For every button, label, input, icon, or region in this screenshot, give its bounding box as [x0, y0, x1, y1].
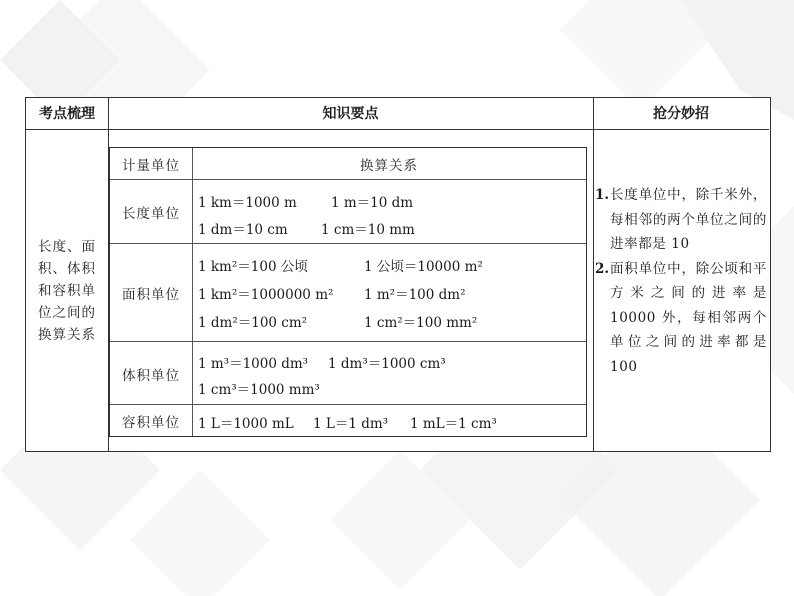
unit-type-label: 容积单位 [122, 414, 180, 431]
conversion-formula: 1 km＝1000 m [198, 195, 297, 211]
header-knowledge: 知识要点 [108, 98, 593, 130]
conversion-formula: 1 mL＝1 cm³ [410, 416, 497, 432]
tip-item [595, 183, 767, 257]
unit-type-label: 长度单位 [122, 206, 180, 222]
conversion-formula: 1 L＝1 dm³ [313, 416, 389, 432]
tip-text: 面积单位中，除公顷和平方米之间的进率是 10000 外，每相邻两个单位之间的进率都是 100 [610, 260, 767, 375]
length-row [110, 179, 586, 244]
conversion-formula: 1 dm³＝1000 cm³ [328, 356, 446, 372]
conversion-formula: 1 cm＝10 mm [321, 222, 415, 238]
topic-cell [26, 130, 108, 451]
header-topic: 考点梳理 [26, 98, 108, 130]
tips-list [595, 183, 767, 379]
conversion-formula: 1 dm＝10 cm [198, 222, 288, 238]
conversion-formula: 1 公顷＝10000 m² [364, 259, 483, 275]
column-divider [593, 98, 594, 451]
topic-text: 长度、面积、体积和容积单位之间的换算关系 [38, 238, 96, 343]
conversion-formula: 1 dm²＝100 cm² [198, 315, 308, 331]
tip-text: 长度单位中，除千米外，每相邻的两个单位之间的进率都是 10 [610, 187, 767, 252]
conversion-formula: 1 cm³＝1000 mm³ [198, 382, 320, 398]
unit-type-label: 体积单位 [122, 367, 180, 384]
tip-number: 2. [595, 260, 610, 277]
tip-item [595, 257, 767, 380]
conversion-formula: 1 m³＝1000 dm³ [198, 356, 309, 372]
conversion-formula: 1 km²＝1000000 m² [198, 287, 334, 303]
tip-number: 1. [595, 187, 610, 203]
capacity-row [110, 404, 586, 436]
conversion-formula: 1 km²＝100 公顷 [198, 259, 308, 275]
header-tips: 抢分妙招 [593, 98, 769, 130]
area-row [110, 243, 586, 342]
volume-row [110, 341, 586, 405]
unit-type-header: 计量单位 [122, 157, 180, 174]
conversion-header-row [110, 148, 586, 179]
conversion-formula: 1 m＝10 dm [331, 195, 414, 211]
conversion-formula: 1 L＝1000 mL [198, 416, 294, 432]
conversion-header: 换算关系 [360, 157, 418, 174]
conversion-formula: 1 m²＝100 dm² [364, 287, 466, 303]
conversion-formula: 1 cm²＝100 mm² [364, 315, 478, 331]
conversion-table [109, 147, 587, 437]
unit-type-label: 面积单位 [122, 287, 180, 303]
